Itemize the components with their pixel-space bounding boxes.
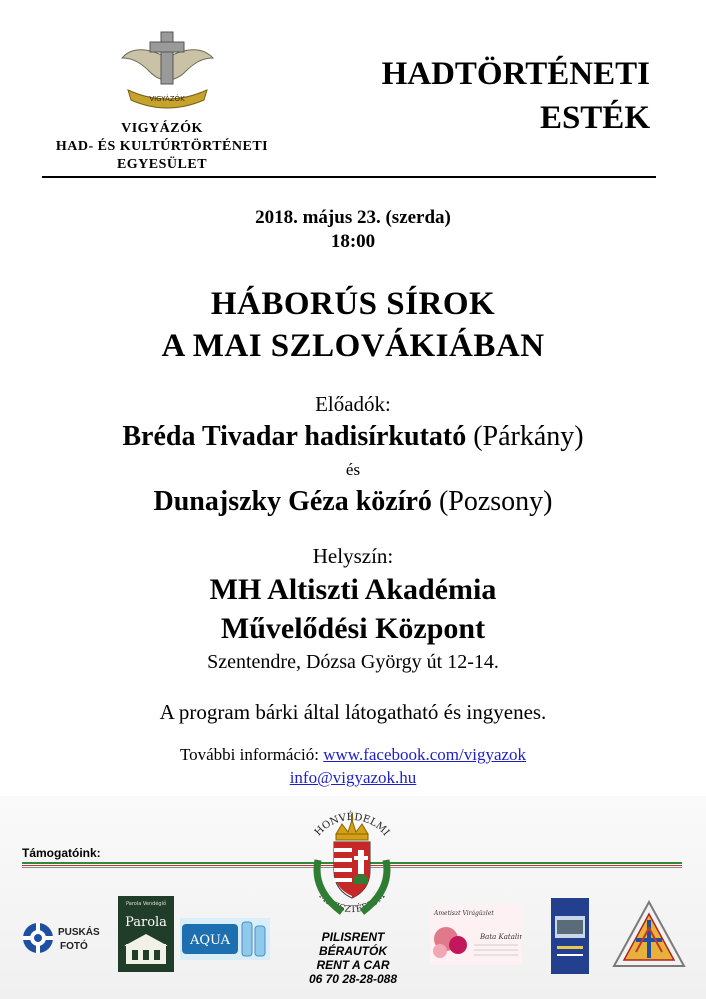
parola-logo [118,896,174,972]
venue-name-line-1: MH Altiszti Akadémia [209,573,497,606]
ministry-of-defence-logo [292,800,412,930]
event-title [0,283,706,367]
presenter-second [0,486,706,518]
series-title-line-2: ESTÉK [539,100,650,136]
presenters-label: Előadók: [315,392,391,416]
email-link[interactable]: info@vigyazok.hu [289,768,417,787]
sponsors-label: Támogatóink: [22,846,101,860]
header-divider [42,176,656,178]
svg-text:Bata Katalin: Bata Katalin [480,933,522,941]
svg-text:Parola Vendéglő: Parola Vendéglő [125,901,167,907]
facebook-link[interactable]: www.facebook.com/vigyazok [323,745,527,764]
svg-text:Parola: Parola [125,915,167,930]
ministry-arc-bottom: MINISZTÉRIUM [316,891,388,916]
event-title-line-2: A MAI SZLOVÁKIÁBAN [161,328,545,364]
ministry-arc-top: HONVÉDELMI [312,811,392,839]
event-datetime [0,206,706,254]
pilisrent-phone: 06 70 28-28-088 [308,972,398,986]
event-date: 2018. május 23. (szerda) [255,207,451,228]
presenter-first-place: (Párkány) [473,421,584,452]
event-title-line-1: HÁBORÚS SÍROK [210,286,496,322]
venue-label: Helyszín: [312,544,394,568]
more-info [0,745,706,765]
foto-text: FOTÓ [60,941,88,952]
presenter-second-place: (Pozsony) [438,486,553,517]
puskas-text: PUSKÁS [58,927,100,938]
presenter-first-name: Bréda Tivadar hadisírkutató [122,421,467,452]
pilisrent-sponsor [288,930,418,986]
svg-text:Ametiszt Virágüzlet: Ametiszt Virágüzlet [434,910,494,917]
series-title [330,52,650,140]
email-row [0,768,706,788]
presenters-conjunction: és [345,460,361,479]
organization-name [42,120,282,174]
svg-text:AQUA: AQUA [190,933,230,948]
pilisrent-line-1: PILISRENT BÉRAUTÓK [319,930,387,958]
venue-name-line-2: Művelődési Központ [220,612,486,645]
pilisrent-line-2: RENT A CAR [316,958,390,972]
association-triangle-logo [612,900,686,970]
puskas-foto-logo [20,916,105,960]
org-name-line-3: EGYESÜLET [116,157,208,172]
book-cover-image [551,898,589,974]
aqua-water-logo [180,918,270,960]
more-info-label: További információ: [179,745,319,764]
association-logo [120,28,215,110]
presenter-second-name: Dunajszky Géza közíró [153,486,432,517]
series-title-line-1: HADTÖRTÉNETI [381,56,650,92]
ametiszt-florist-logo [430,905,522,965]
free-entry-notice: A program bárki által látogatható és ingyenes. [159,700,547,724]
svg-text:VIGYÁZÓK: VIGYÁZÓK [149,95,185,103]
presenter-first [0,421,706,453]
org-name-line-1: VIGYÁZÓK [121,121,203,136]
venue-address: Szentendre, Dózsa György út 12-14. [207,651,499,673]
event-time: 18:00 [330,231,376,252]
org-name-line-2: HAD- ÉS KULTÚRTÖRTÉNETI [55,139,269,154]
